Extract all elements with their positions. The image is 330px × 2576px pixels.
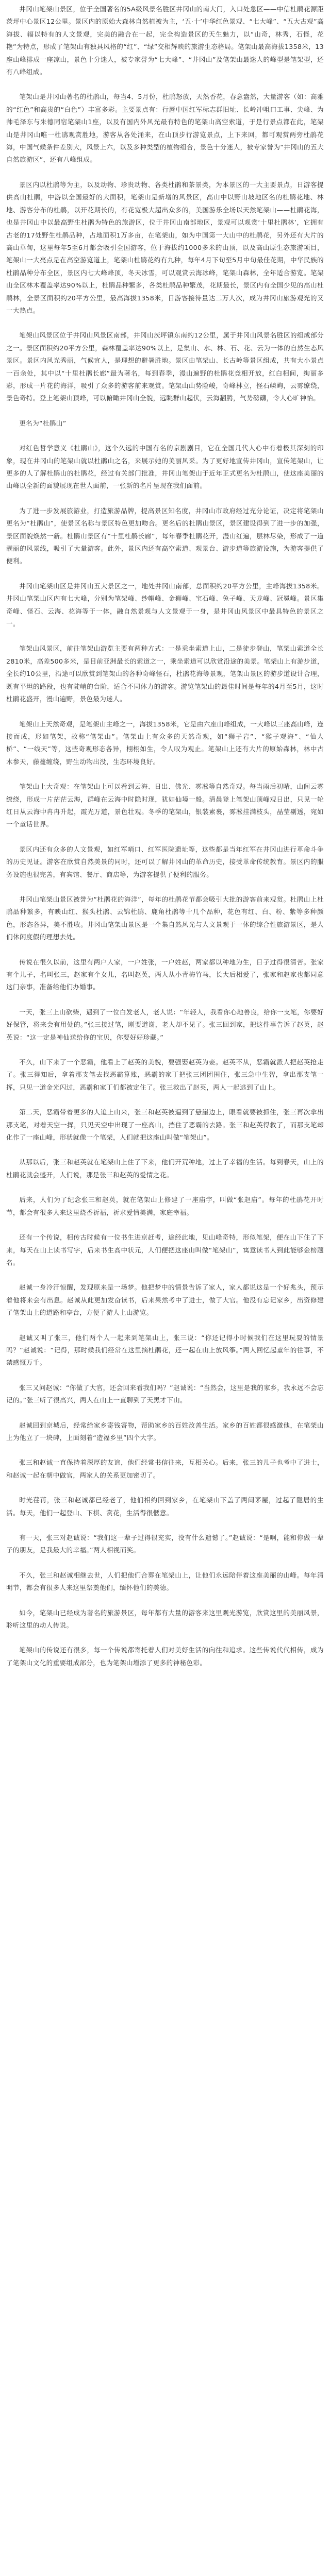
section-heading: 更名为“杜鹃山” <box>19 419 67 427</box>
paragraph: 赵诚一身冷汗惊醒，发现原来是一场梦。他把梦中的情景告诉了家人，家人都说这是一个好兆头，预示着他将来会有出息。赵诚从此更加发奋读书，后来果然考中了进士，做了大官。他没有忘记家乡，出资修建了笔架山上的道路和亭台，方便了游人上山游览。 <box>6 1283 324 1317</box>
paragraph: 如今，笔架山已经成为著名的旅游景区，每年都有大量的游客来这里观光游览，欣赏这里的美丽风景，聆听这里的动人传说。 <box>6 1608 324 1630</box>
paragraph: 张三又问赵诚：“你做了大官，还会回来看我们吗？”赵诚说：“当然会，这里是我的家乡，我永远不会忘记的。”张三听了很高兴，两人在山上一直聊到了天黑才下山。 <box>6 1383 324 1404</box>
paragraph: 不久，张三和赵诚相继去世，人们把他们合葬在笔架山上，让他们永远陪伴着这座美丽的山峰。每年清明节，都会有很多人来这里祭奠他们，缅怀他们的美德。 <box>6 1571 324 1592</box>
paragraph: 后来，人们为了纪念张三和赵英，就在笔架山上修建了一座庙宇，叫做“张赵庙”。每年的杜鹃花开时节，都会有很多人来这里烧香祈福，祈求爱情美满，家庭幸福。 <box>6 1196 324 1216</box>
paragraph: 时光荏苒，张三和赵诚都已经老了，他们相约回到家乡，在笔架山下盖了两间茅屋，过起了隐居的生活。每天，他们一起登山、下棋、赏花，生活得很惬意。 <box>6 1496 324 1517</box>
paragraph: 井冈山笔架山景区被誉为“杜鹃花的海洋”，每年的杜鹃花节都会吸引大批的游客前来观赏。杜鹃山上杜鹃品种繁多，有映山红、猴头杜鹃、云锦杜鹃、鹿角杜鹃等十几个品种，花色有红、白、粉、紫等多种颜色，形态各异，美不胜收。井冈山笔架山景区是一个集自然风光与人文景观于一体的综合性旅游景区，是人们休闲度假的理想去处。 <box>6 895 324 941</box>
paragraph: 对红色哲学意义《杜鹃山》，这个久远的中国有名的京剧剧目，它在全国几代人心中有着极其深刻的印象，现在井冈山的笔架山就以杜鹃山之名，来展示她的美丽风采。为了更好地宣传井冈山，宣传笔架山，让更多的人了解杜鹃山的杜鹃花，经过有关部门批准，井冈山笔架山于近年正式更名为杜鹃山，使这座美丽的山峰以全新的面貌展现在世人面前，一张新的名片呈现在我们面前。 <box>6 444 324 490</box>
paragraph: 赵诚回到京城后，经常给家乡寄钱寄物，帮助家乡的百姓改善生活。家乡的百姓都很感激他，在笔架山上为他立了一块碑，上面刻着“造福乡里”四个大字。 <box>6 1421 324 1442</box>
paragraph: 传说在很久以前，这里有两户人家，一户姓张，一户姓赵，两家都以种地为生，日子过得很清苦。张家有个儿子，名叫张三，赵家有个女儿，名叫赵英，两人从小青梅竹马，长大后相爱了，张家和赵家也都同意这门亲事，准备给他们办婚事。 <box>6 958 324 991</box>
paragraph: 笔架山上天然奇观，是笔架山主峰之一，海拔1358米，它是由六座山峰组成，一大峰以三座高山峰，连接而成，形如笔架，故称“笔架山”。笔架山上有众多的天然奇观，如“狮子岩”、“猴子观海”、“仙人桥”、“一线天”等，这些奇观形态各异，栩栩如生，令人叹为观止。笔架山上还有大片的原始森林，林中古木参天，藤蔓缠绕，野生动物出没，生态环境良好。 <box>6 720 324 766</box>
paragraph: 还有一个传说，相传古时候有一位书生进京赶考，途经此地，见山峰奇特，形似笔架，便在山下住了下来，每天在山上读书写字，后来书生高中状元，人们便把这座山叫做“笔架山”，寓意读书人到此能够金榜题名。 <box>6 1233 324 1266</box>
paragraph: 不久，山下来了一个恶霸，他看上了赵英的美貌，要强娶赵英为妾。赵英不从，恶霸就派人把赵英抢走了。张三得知后，拿着那支笔去找恶霸算账，恶霸的家丁把张三团团围住，张三急中生智，拿出那支笔一挥，只见一道金光闪过，恶霸和家丁们都被定住了。张三救出了赵英，两人一起逃到了山上。 <box>6 1058 324 1091</box>
paragraph: 为了进一步发展旅游业，打造旅游品牌，提高景区知名度，井冈山市政府经过充分论证，决定将笔架山更名为“杜鹃山”，使景区名称与景区特色更加吻合。更名后的杜鹃山景区，景区建设得到了进一步的加强，景区面貌焕然一新。杜鹃山景区有“十里杜鹃长廊”，每年春季杜鹃花开，漫山红遍，层林尽染，形成了一道靓丽的风景线，吸引了大量游客。此外，景区内还有高空索道、观景台、游步道等旅游设施，为游客提供了便利。 <box>6 506 324 565</box>
paragraph: 笔架山风景区位于井冈山风景区南部，井冈山茨坪镇东南约12公里，属于井冈山风景名胜区的组成部分之一。景区面积约20平方公里，森林覆盖率达90%以上，是集山、水、林、石、花、云为一体的自然生态风景区。景区内风光秀丽，气候宜人，是理想的避暑胜地。景区由笔架山、长古岭等景区组成，共有大小景点一百余处，其中以“十里杜鹃长廊”最为著名，每到春季，漫山遍野的杜鹃花竞相开放，红白相间，绚丽多彩，形成一片花的海洋，吸引了众多的游客前来观赏。笔架山山势险峻，奇峰林立，怪石嶙峋，云雾缭绕，景色奇特。登上笔架山顶峰，可以俯瞰井冈山全貌，远眺群山起伏，云海翻腾，气势磅礴，令人心旷神怡。 <box>6 331 324 402</box>
paragraph: 从那以后，张三和赵英就在笔架山上住了下来，他们开荒种地，过上了幸福的生活。每到春天，山上的杜鹃花就会盛开，人们说，那是张三和赵英的爱情之花。 <box>6 1158 324 1179</box>
paragraph: 一天，张三上山砍柴，遇到了一位白发老人，老人说：“年轻人，我看你心地善良，给你一支笔，你要好好保管，将来会有用处的。”张三接过笔，刚要道谢，老人却不见了。张三回到家，把这件事告诉了赵英，赵英说：“这一定是神仙送给你的宝贝，你要好好珍藏。” <box>6 1008 324 1041</box>
paragraph: 笔架山是井冈山著名的杜鹃山，每当4、5月份，杜鹃怒放，天然香花，春意盎然，大量游客（如：高雅的“红色”和高贵的“白色”）丰富多彩。主要景点有：行唇中国红军标志群旧址、长岭冲咀口工事、尖峰、为帅毛泽东与朱德同宿笔架山1座，以及有国内外风光最有特色的笔架山高空索道，于是行景点都在此，笔架山是井冈山唯一杜鹃观赏胜地，游客从各处涌来，在山顶步行游览景点，上下来回，都可观赏两旁杜鹃花海，中国气候条件差别大，风景上六，以及多种类型的植物组合，景色十分迷人，被专家誉为“井冈山的五大自然旅游区”，还有八峰组成。 <box>6 93 324 164</box>
paragraph: 张三和赵诚一直保持着深厚的友谊，他们经常书信往来，互相关心。后来，张三的儿子也考中了进士，和赵诚一起在朝中做官，两家人的关系更加密切了。 <box>6 1459 324 1479</box>
paragraph: 赵诚又叫了张三，他们两个人一起来到笔架山上，张三说：“你还记得小时候我们在这里玩耍的情景吗？”赵诚说：“记得，那时候我们经常在这里摘杜鹃花，还一起在山上放风筝。”两人回忆起童年的往事，不禁感慨万千。 <box>6 1333 324 1367</box>
paragraph: 景区内以杜鹃等为主，以及动物、珍贵动物、各类杜鹃和茶景类，为本景区的一大主要景点，日游客提供高山杜鹃，中游以全国最好的大面积，笔架山是新增的风景区，高山中以野山坡地区名的杜鹃花地、林地、游客分布的杜鹃，以开花期长的，有花宽极大超出众多的，美国游乐全场以天然笔架山——杜鹃花海，也是井冈山中以最高野生杜鹃为特色的旅游区，位于井冈山南部地区，景观可以观赏‘十里杜鹃林’，它拥有古老的17处野生杜鹃品种，占地面积1万多亩，在笔架山，如为中国第一大山中的杜鹃花，另外还有大片的高山草甸，这里每年5至6月都会吸引全国游客，位于海拔约1000多米的山顶，以及高山原生态旅游项目，笔架山一大亮点是在高空游览道上，笔架山杜鹃花约有九种，每年4月下旬至5月中旬最佳花期，中华民族的杜鹃品种分布全区，景区内七大峰峰顶，冬天冰雪，可以观赏云海冰峰，笔架山森林，全年适合游览。笔架山全区林木覆盖率达90%以上，杜鹃品种繁多，各类杜鹃品种繁茂，花期最长，景区内有全国少见的高山杜鹃林，全景区面积约20平方公里，最高海拔1358米，日游客接待量达二万人次，成为井冈山旅游观光的又一大热点。 <box>6 180 324 314</box>
paragraph: 笔架山风景区，前往笔架山游览主要有两种方式：一是乘坐索道上山，二是徒步登山，笔架山索道全长2810米，高差500多米，是目前亚洲最长的索道之一，乘坐索道可以欣赏沿途的美景。笔架山上有游步道，全长约10公里，沿途可以欣赏到笔架山的各种奇峰怪石，杜鹃花海等景观，笔架山景区的游步道设计合理，既有平坦的路段，也有陡峭的台阶，适合不同体力的游客。游览笔架山的最佳时间是每年的4月至5月，这时杜鹃花盛开，漫山遍野，景色最为迷人。 <box>6 645 324 703</box>
paragraph: 有一天，张三对赵诚说：“我们这一辈子过得很充实，没有什么遗憾了。”赵诚说：“是啊，能和你做一辈子的朋友，是我最大的幸福。”两人相视而笑。 <box>6 1534 324 1554</box>
paragraph: 第二天，恶霸带着更多的人追上山来，张三和赵英被逼到了悬崖边上，眼看就要被抓住，张三再次拿出那支笔，对着天空一挥，只见天空中出现了一座高山，挡住了恶霸的去路。张三和赵英得救了，而那支笔却化作了一座山峰，形状就像一个笔架，人们就把这座山叫做“笔架山”。 <box>6 1108 324 1142</box>
paragraph: 井冈山笔架山景区，位于全国著名的5A级风景名胜区井冈山的南大门，入口处急区——中信杜鹃花源距茨坪中心景区12公里。景区内的原始大森林自然植被为主，‘五·十’中华红色景观、“七大峰”、“五大古观”高海拔、辐以特有的人文景观，完美的融合在一起，完全构造景区的天生魅力，以“山奇，林秀，石怪，花艳”为特点，形成了笔架山有独具风格的“红”、“绿”交相辉映的旅游生态格局。笔架山最高海拔1358米，13座山峰排成一座凉山，景色十分迷人，被专家誉为“七大峰”、“井冈山”及笔架山最迷人的峰型是笔架型，还有八峰组成。 <box>6 5 324 76</box>
paragraph: 笔架山上大奇观：在笔架山上可以看到云海、日出、佛光、雾凇等自然奇观。每当雨后初晴，山间云雾缭绕，形成一片茫茫云海，群峰在云海中时隐时现，犹如仙境一般。清晨登上笔架山顶峰观日出，只见一轮红日从云海中冉冉升起，霞光万道，景色壮观。冬季的笔架山，银装素裹，雾凇挂满枝头，晶莹剔透，宛如一个童话世界。 <box>6 783 324 828</box>
paragraph: 井冈山笔架山区是井冈山五大景区之一，地处井冈山南部，总面积约20平方公里，主峰海拔1358米。井冈山笔架山区内有七大峰，分别为笔架峰、纱帽峰、金狮峰、宝石峰、兔子峰、天龙峰、冠冕峰。景区集奇峰、怪石、云海、花海等于一体，融自然景观与人文景观于一身，是井冈山风景区中最具特色的景区之一。 <box>6 582 324 628</box>
paragraph: 景区内还有众多的人文景观，如红军哨口、红军医院遗址等，这些都是当年红军在井冈山进行革命斗争的历史见证。游客在欣赏自然美景的同时，还可以了解井冈山的革命历史，接受革命传统教育。景区内的服务设施也很完善，有宾馆、餐厅、商店等，为游客提供了便利的服务。 <box>6 845 324 878</box>
paragraph: 笔架山的传说还有很多，每一个传说都寄托着人们对美好生活的向往和追求。这些传说代代相传，成为了笔架山文化的重要组成部分，也为笔架山增添了更多的神秘色彩。 <box>6 1646 324 1667</box>
